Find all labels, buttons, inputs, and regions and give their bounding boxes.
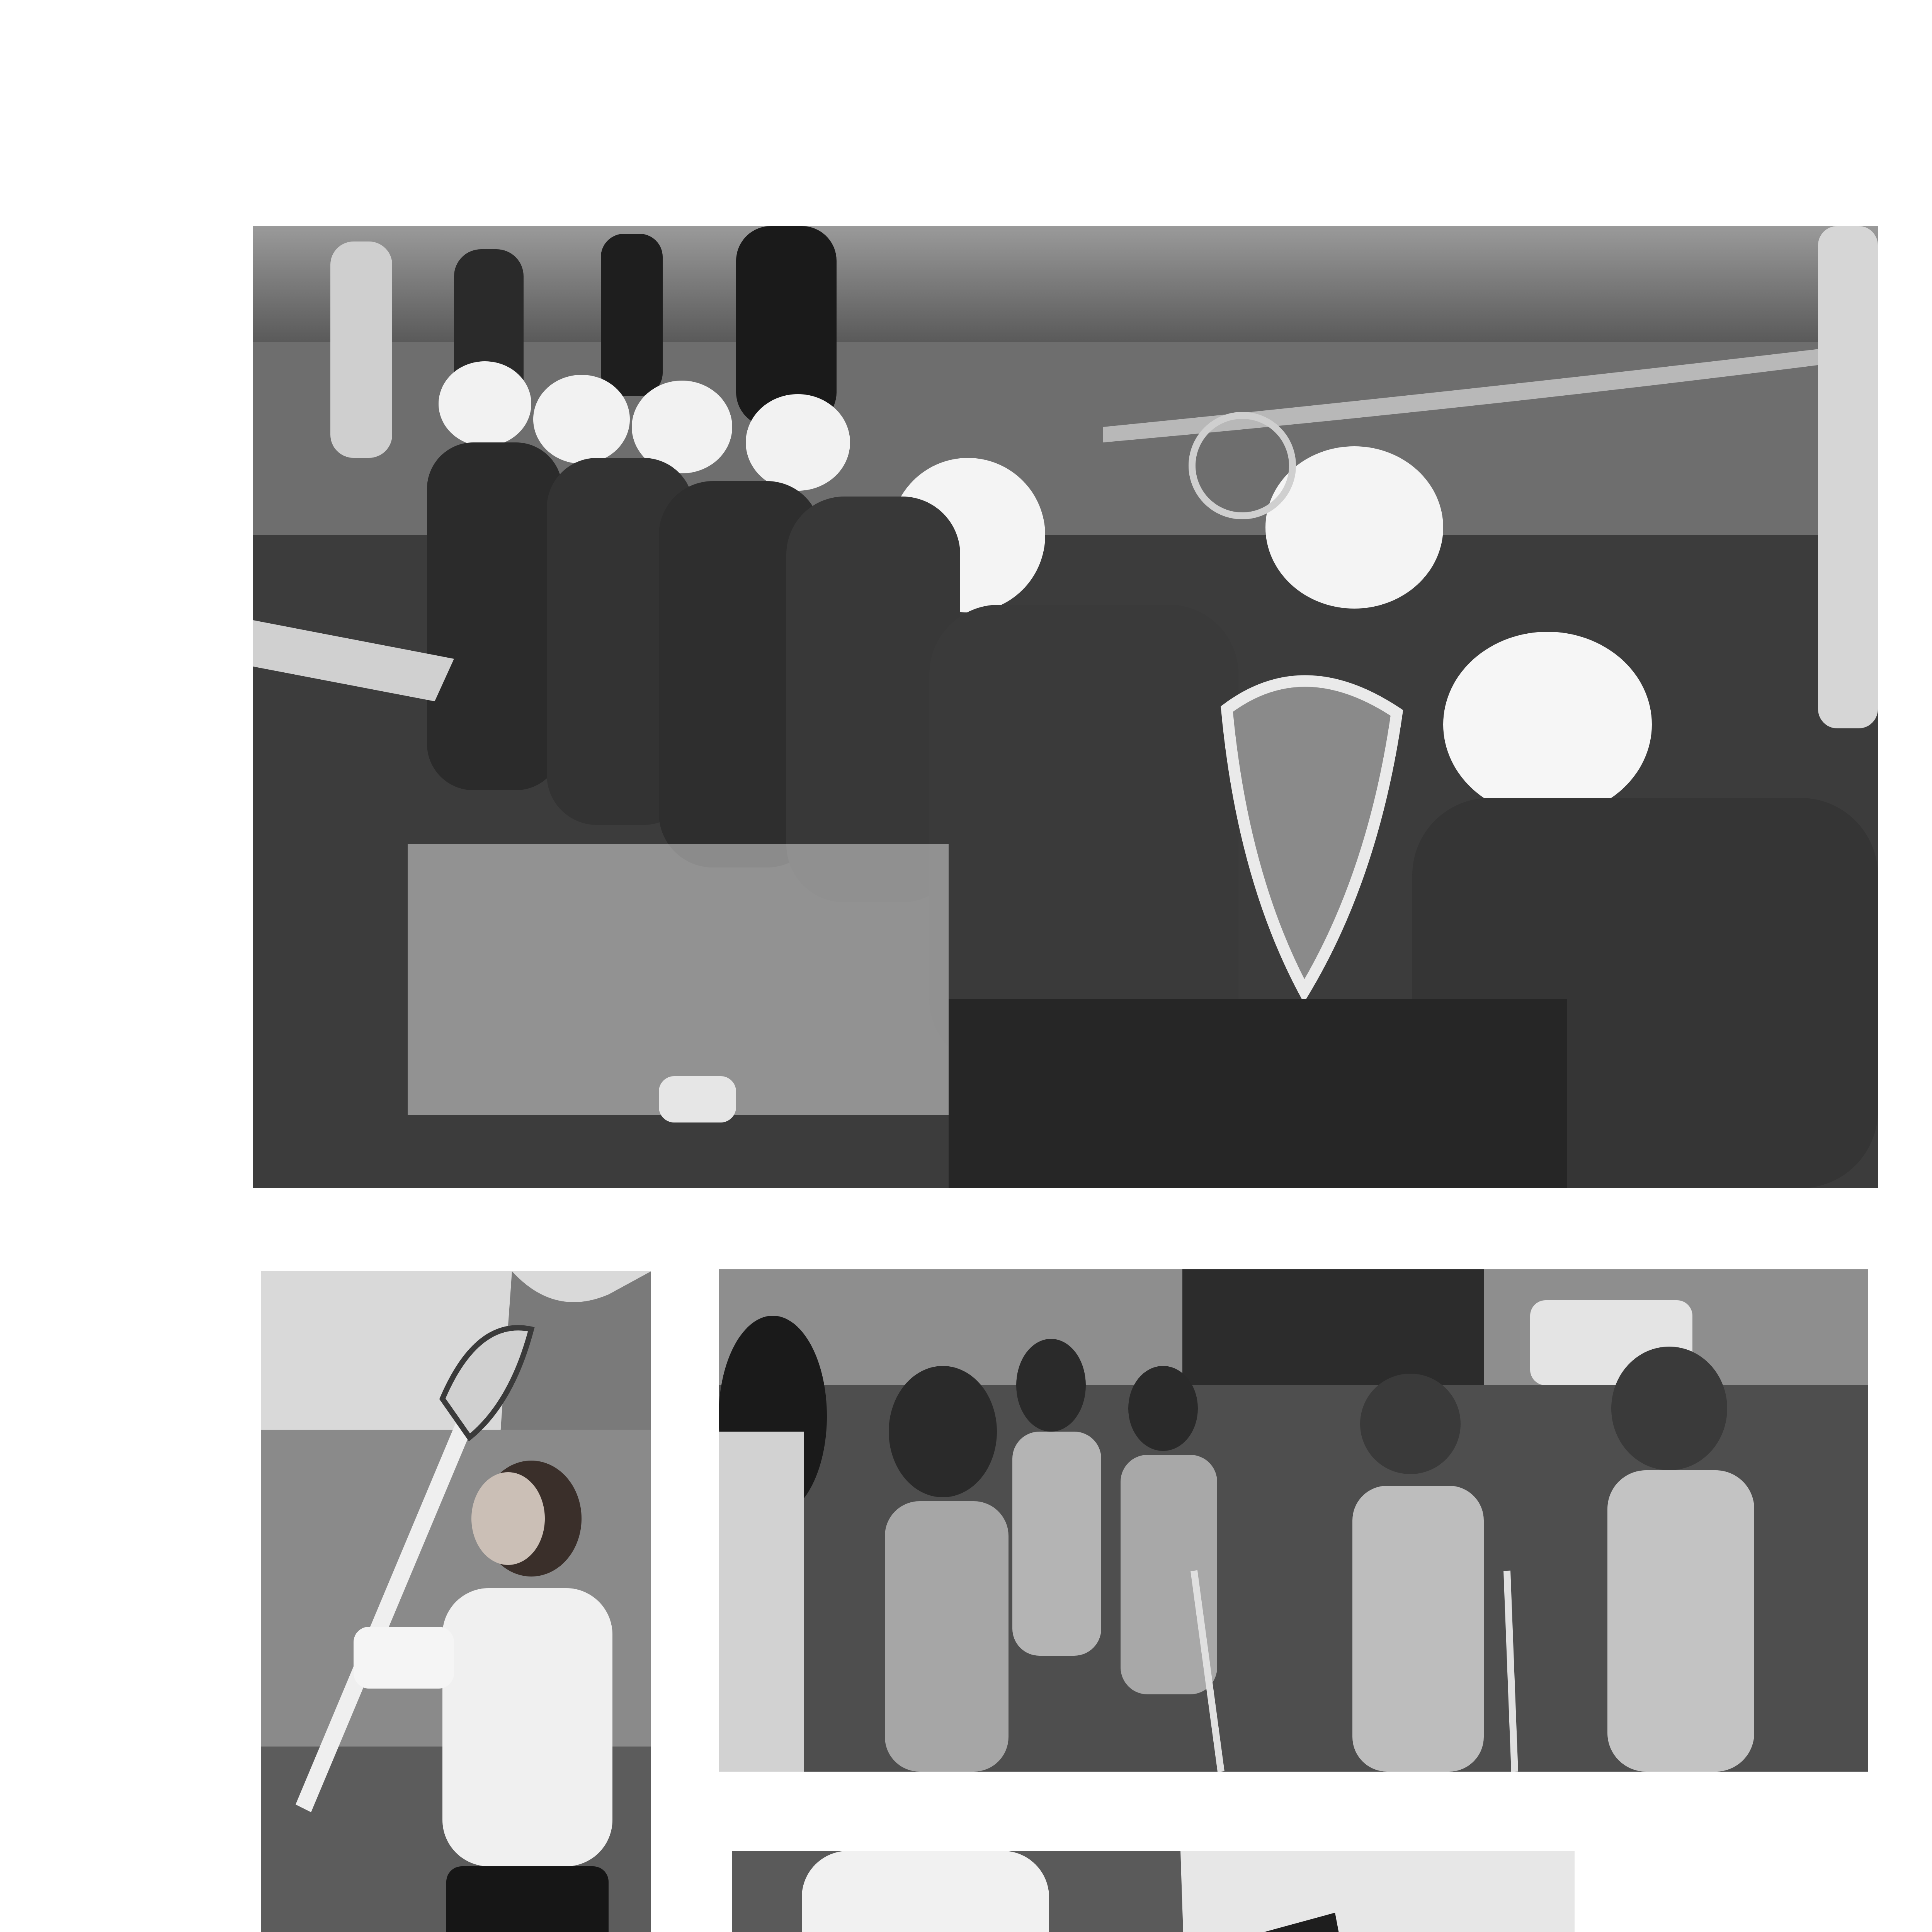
photo-lacrosse-player-swing-image — [261, 1271, 651, 1932]
photo-bats-on-grass-image — [732, 1851, 1575, 1932]
photo-team-group-field — [719, 1269, 1868, 1772]
photo-lacrosse-bench — [253, 226, 1878, 1188]
photo-lacrosse-bench-image — [253, 226, 1878, 1188]
photo-team-group-field-image — [719, 1269, 1868, 1772]
photo-bats-on-grass — [732, 1851, 1575, 1932]
photo-lacrosse-player-swing — [261, 1271, 651, 1932]
